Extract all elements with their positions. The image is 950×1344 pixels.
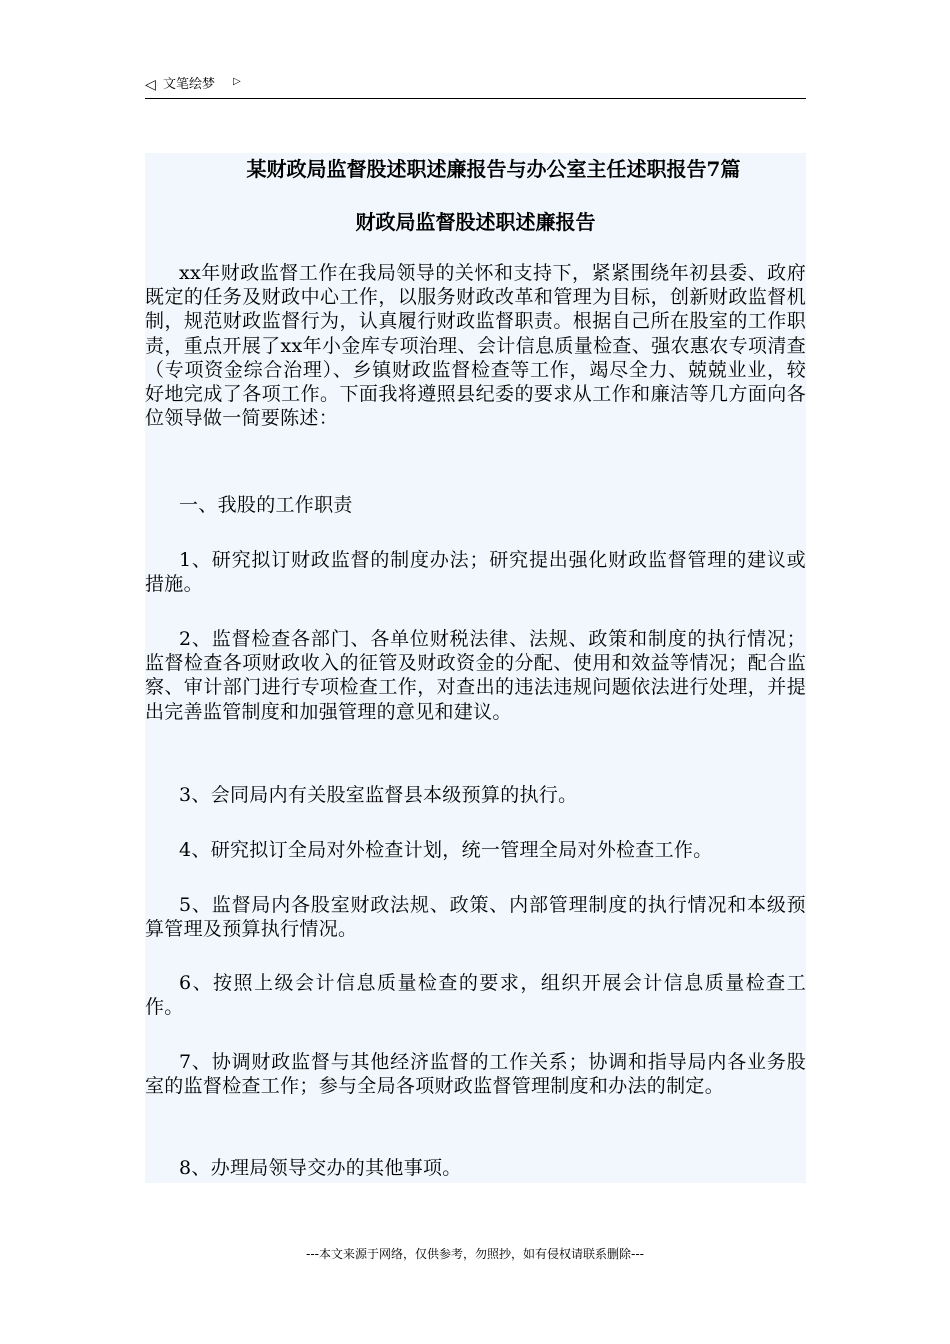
page-header <box>145 74 806 99</box>
triangle-right-icon: ▷ <box>233 76 241 87</box>
document-title: 某财政局监督股述职述廉报告与办公室主任述职报告7篇 <box>246 157 741 181</box>
paragraph-item-3: 3、会同局内有关股室监督县本级预算的执行。 <box>179 784 578 806</box>
header-brand: 文笔绘梦 <box>163 77 216 92</box>
paragraph-item-7: 7、协调财政监督与其他经济监督的工作关系；协调和指导局内各业务股室的监督检查工作；参与全局各项财政监督管理制度和办法的制定。 <box>145 1051 806 1098</box>
paragraph-item-1: 1、研究拟订财政监督的制度办法；研究提出强化财政监督管理的建议或措施。 <box>145 549 806 596</box>
paragraph-section-heading: 一、我股的工作职责 <box>179 494 353 516</box>
triangle-left-icon: ◁ <box>145 77 156 93</box>
document-body <box>145 153 806 1183</box>
paragraph-intro: xx年财政监督工作在我局领导的关怀和支持下，紧紧围绕年初县委、政府既定的任务及财政中心工作，以服务财政改革和管理为目标，创新财政监督机制，规范财政监督行为，认真履行财政监督职责。根据自己所在股室的工作职责，重点开展了xx年小金库专项治理、会计信息质量检查、强农惠农专项清查（专项资金综合治理）、乡镇财政监督检查等工作，竭尽全力、兢兢业业，较好地完成了各项工作。下面我将遵照县纪委的要求从工作和廉洁等几方面向各位领导做一简要陈述： <box>145 262 806 430</box>
paragraph-item-2: 2、监督检查各部门、各单位财税法律、法规、政策和制度的执行情况；监督检查各项财政收入的征管及财政资金的分配、使用和效益等情况；配合监察、审计部门进行专项检查工作，对查出的违法违规问题依法进行处理，并提出完善监管制度和加强管理的意见和建议。 <box>145 628 806 723</box>
paragraph-item-6: 6、按照上级会计信息质量检查的要求，组织开展会计信息质量检查工作。 <box>145 972 806 1019</box>
paragraph-item-4: 4、研究拟订全局对外检查计划，统一管理全局对外检查工作。 <box>179 839 713 861</box>
footer-notice: ---本文来源于网络，仅供参考，勿照抄，如有侵权请联系删除--- <box>306 1247 644 1261</box>
document-subtitle: 财政局监督股述职述廉报告 <box>355 210 596 234</box>
paragraph-item-5: 5、监督局内各股室财政法规、政策、内部管理制度的执行情况和本级预算管理及预算执行情况。 <box>145 894 806 941</box>
paragraph-item-8: 8、办理局领导交办的其他事项。 <box>179 1157 462 1179</box>
